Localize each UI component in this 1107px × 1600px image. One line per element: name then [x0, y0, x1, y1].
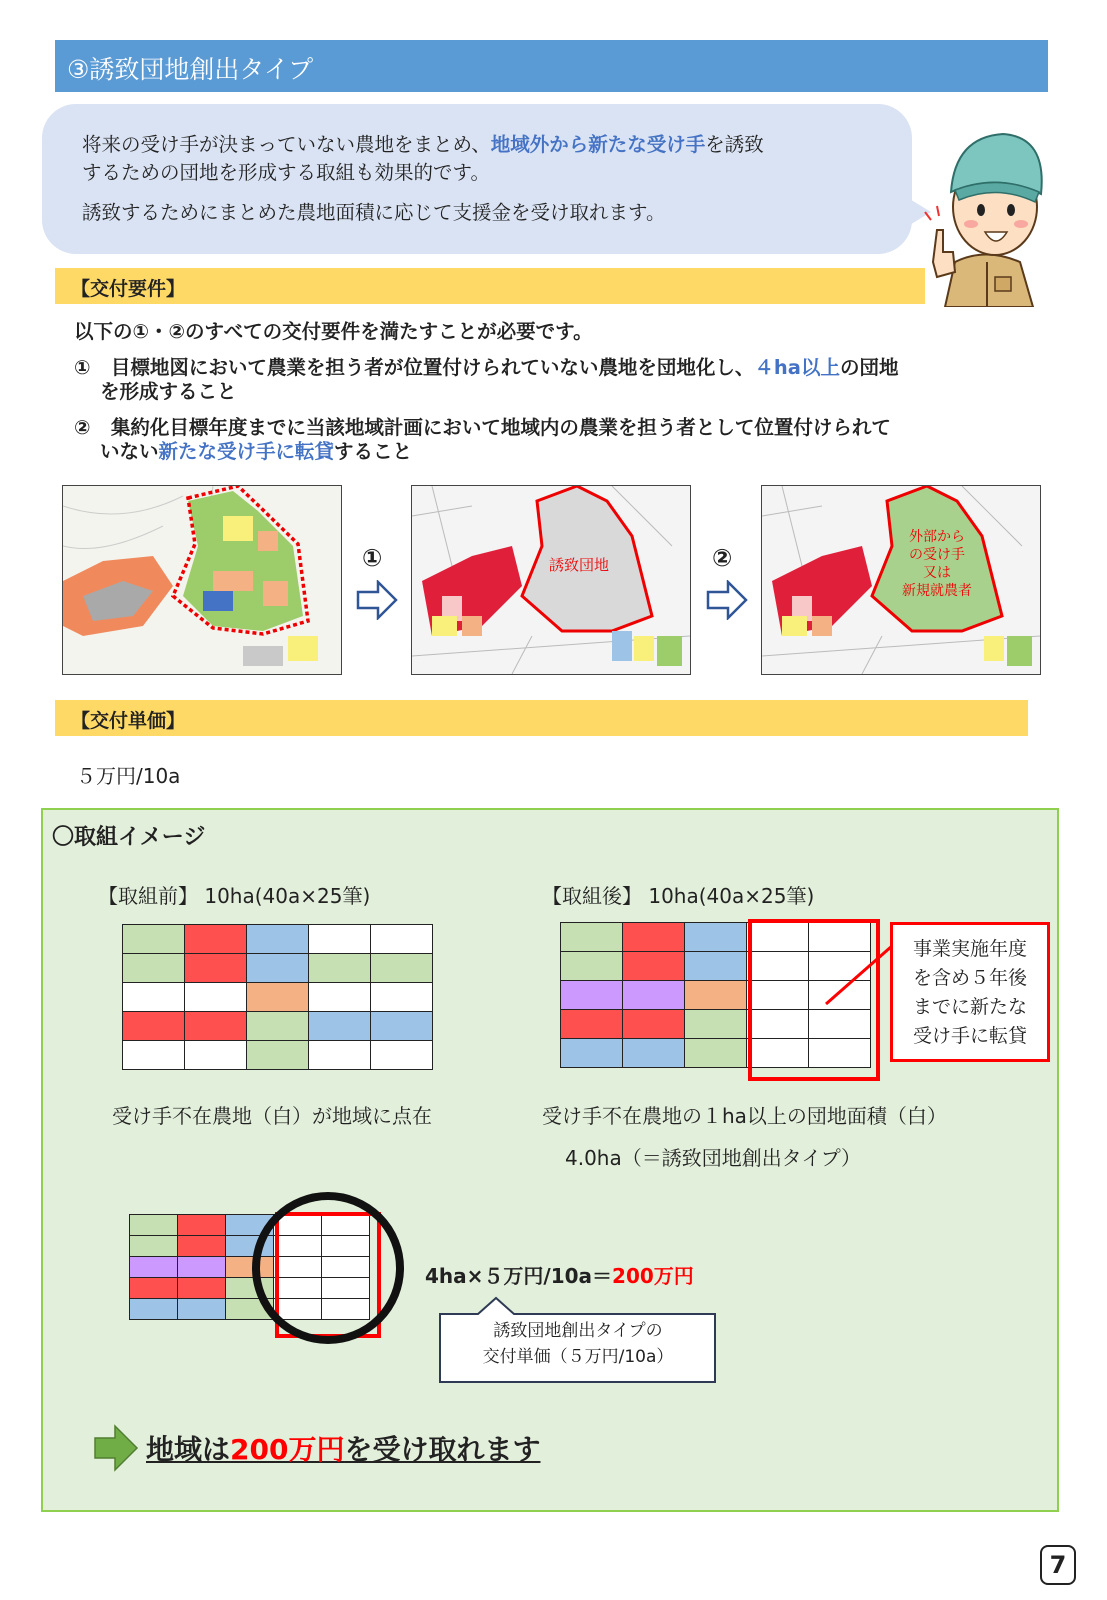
- grid-cell: [130, 1299, 178, 1320]
- grid-cell: [123, 1012, 185, 1041]
- intro-line-3: 誘致するためにまとめた農地面積に応じて支援金を受け取れます。: [82, 201, 666, 224]
- after-caption-1: 受け手不在農地の１ha以上の団地面積（白）: [542, 1104, 947, 1128]
- grid-cell: [130, 1257, 178, 1278]
- grid-cell: [185, 1041, 247, 1070]
- requirement-2: ② 集約化目標年度までに当該地域計画において地域内の農業を担う者として位置付けられて: [74, 416, 891, 439]
- before-caption: 受け手不在農地（白）が地域に点在: [112, 1104, 432, 1128]
- page-number: 7: [1040, 1545, 1076, 1585]
- map-after: [761, 485, 1041, 675]
- grid-cell: [561, 1010, 623, 1039]
- requirement-2-cont: いない新たな受け手に転貸すること: [100, 440, 413, 463]
- callout-line: [820, 940, 900, 1010]
- grid-cell: [185, 954, 247, 983]
- grid-cell: [371, 954, 433, 983]
- grid-cell: [123, 954, 185, 983]
- before-grid: [122, 924, 433, 1070]
- requirements-label: 【交付要件】: [71, 278, 186, 300]
- grid-cell: [685, 1039, 747, 1068]
- grid-cell: [178, 1236, 226, 1257]
- section-title: ③誘致団地創出タイプ: [67, 55, 314, 84]
- grid-cell: [561, 923, 623, 952]
- green-arrow-icon: [93, 1424, 139, 1472]
- grid-cell: [561, 981, 623, 1010]
- grid-cell: [309, 954, 371, 983]
- grid-cell: [685, 923, 747, 952]
- grid-cell: [685, 1010, 747, 1039]
- grid-row: [123, 925, 433, 954]
- grid-cell: [623, 952, 685, 981]
- step-2-label: ②: [712, 544, 733, 572]
- grid-cell: [561, 952, 623, 981]
- grid-row: [123, 954, 433, 983]
- after-title: 【取組後】 10ha(40a×25筆): [542, 884, 815, 908]
- before-title: 【取組前】 10ha(40a×25筆): [98, 884, 371, 908]
- grid-cell: [371, 1012, 433, 1041]
- grid-cell: [309, 925, 371, 954]
- map-dankai: [411, 485, 691, 675]
- after-caption-2: 4.0ha（＝誘致団地創出タイプ）: [565, 1146, 861, 1170]
- requirements-lead: 以下の①・②のすべての交付要件を満たすことが必要です。: [74, 320, 593, 343]
- grid-cell: [130, 1236, 178, 1257]
- image-section: [41, 808, 1059, 1512]
- grid-cell: [247, 925, 309, 954]
- map-dankai-label: 誘致団地: [549, 556, 610, 574]
- grid-cell: [123, 1041, 185, 1070]
- grid-row: [123, 1012, 433, 1041]
- map-after-label: 外部から の受け手 又は 新規就農者: [902, 529, 972, 599]
- callout-box: 事業実施年度 を含め５年後 までに新たな 受け手に転貸: [890, 922, 1050, 1062]
- grid-cell: [561, 1039, 623, 1068]
- requirement-1-cont: を形成すること: [100, 380, 237, 403]
- grid-cell: [371, 925, 433, 954]
- grid-cell: [623, 981, 685, 1010]
- grid-cell: [178, 1299, 226, 1320]
- grid-cell: [178, 1278, 226, 1299]
- grid-cell: [247, 1012, 309, 1041]
- grid-cell: [247, 983, 309, 1012]
- grid-cell: [185, 1012, 247, 1041]
- map-before: [62, 485, 342, 675]
- grid-cell: [130, 1278, 178, 1299]
- section-title-bar: [55, 40, 1048, 92]
- result-text: 地域は200万円を受け取れます: [146, 1433, 541, 1466]
- grid-cell: [178, 1257, 226, 1278]
- intro-line-1: 将来の受け手が決まっていない農地をまとめ、地域外から新たな受け手を誘致: [82, 133, 764, 156]
- grid-cell: [247, 1041, 309, 1070]
- grid-cell: [309, 1012, 371, 1041]
- grid-cell: [371, 1041, 433, 1070]
- formula: 4ha×５万円/10a＝200万円: [425, 1264, 694, 1288]
- right-arrow-icon: [706, 580, 750, 620]
- grid-cell: [685, 981, 747, 1010]
- grid-cell: [685, 952, 747, 981]
- requirements-label-bar: [55, 268, 925, 304]
- unit-price-label: 【交付単価】: [71, 710, 186, 732]
- grid-cell: [130, 1215, 178, 1236]
- grid-cell: [185, 983, 247, 1012]
- speech-bubble: [42, 104, 912, 254]
- grid-cell: [185, 925, 247, 954]
- grid-cell: [623, 1010, 685, 1039]
- intro-line-2: するための団地を形成する取組も効果的です。: [82, 161, 490, 184]
- note-text: 誘致団地創出タイプの 交付単価（５万円/10a）: [482, 1321, 674, 1367]
- grid-cell: [123, 925, 185, 954]
- step-1-label: ①: [362, 544, 383, 572]
- grid-cell: [623, 923, 685, 952]
- grid-cell: [178, 1215, 226, 1236]
- image-section-title: 〇取組イメージ: [52, 825, 206, 850]
- grid-row: [123, 983, 433, 1012]
- farmer-illustration: [915, 112, 1055, 307]
- small-grid-circle: [252, 1192, 404, 1344]
- grid-cell: [623, 1039, 685, 1068]
- grid-cell: [309, 983, 371, 1012]
- grid-cell: [309, 1041, 371, 1070]
- grid-cell: [247, 954, 309, 983]
- grid-row: [123, 1041, 433, 1070]
- unit-price-label-bar: [55, 700, 1028, 736]
- grid-cell: [371, 983, 433, 1012]
- requirement-1: ① 目標地図において農業を担う者が位置付けられていない農地を団地化し、４ha以上の団地: [74, 356, 899, 379]
- grid-cell: [123, 983, 185, 1012]
- right-arrow-icon: [356, 580, 400, 620]
- unit-price-value: ５万円/10a: [76, 764, 181, 788]
